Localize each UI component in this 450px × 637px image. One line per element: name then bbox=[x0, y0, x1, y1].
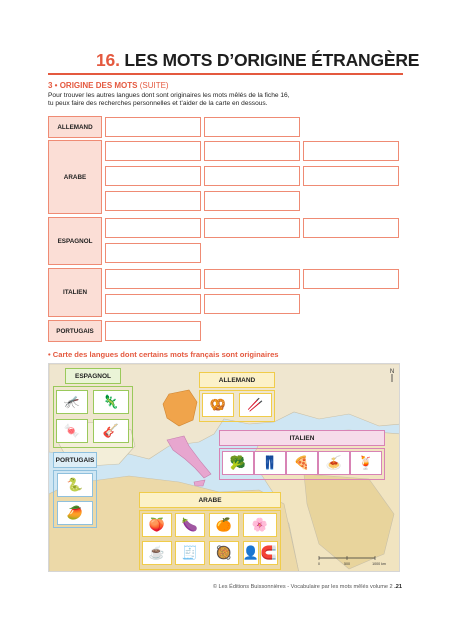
page-title bbox=[96, 50, 419, 71]
mosquito-icon: 🦟 bbox=[56, 390, 88, 414]
answer-field-italien-2[interactable] bbox=[204, 269, 300, 289]
instructions-line-1: Pour trouver les autres langues dont sont originaires les mots mêlés de la fiche 16, bbox=[48, 92, 290, 99]
scale-end: 1000 km bbox=[372, 562, 386, 566]
tariff-icon: 🧾 bbox=[175, 541, 205, 565]
jeans-icon: 👖 bbox=[254, 451, 286, 475]
label-arabe: ARABE bbox=[48, 140, 102, 214]
stick-icon: 🥢 bbox=[239, 393, 272, 417]
answer-field-italien-1[interactable] bbox=[105, 269, 201, 289]
lesson-number: 16. bbox=[96, 50, 120, 70]
answer-field-allemand-2[interactable] bbox=[204, 117, 300, 137]
ravioli-icon: 🍝 bbox=[318, 451, 350, 475]
map-label-allemand: ALLEMAND bbox=[199, 372, 275, 388]
magnet-icon: 🧲 bbox=[260, 541, 278, 565]
page-number: .21 bbox=[394, 584, 402, 590]
person-icon: 👤 bbox=[243, 541, 259, 565]
answer-field-italien-5[interactable] bbox=[204, 294, 300, 314]
answer-field-arabe-5[interactable] bbox=[204, 166, 300, 186]
couscous-icon: 🥘 bbox=[209, 541, 239, 565]
scale-mid: 500 bbox=[344, 562, 350, 566]
title-rule bbox=[48, 73, 403, 75]
answer-field-arabe-8[interactable] bbox=[204, 191, 300, 211]
lesson-title: LES MOTS D’ORIGINE ÉTRANGÈRE bbox=[124, 50, 420, 70]
scale-zero: 0 bbox=[318, 562, 320, 566]
mango-icon: 🥭 bbox=[57, 501, 93, 525]
map-scale bbox=[315, 554, 393, 566]
answer-field-arabe-1[interactable] bbox=[105, 141, 201, 161]
pretzel-icon: 🥨 bbox=[202, 393, 234, 417]
label-italien: ITALIEN bbox=[48, 268, 102, 317]
eggplant-icon: 🍆 bbox=[175, 513, 205, 537]
language-map bbox=[48, 363, 400, 572]
guitar-icon: 🎸 bbox=[93, 419, 129, 443]
cotton-icon: 🌸 bbox=[243, 513, 277, 537]
answer-field-allemand-1[interactable] bbox=[105, 117, 201, 137]
cobra-icon: 🐍 bbox=[57, 473, 93, 497]
answer-field-arabe-7[interactable] bbox=[105, 191, 201, 211]
north-arrow-icon bbox=[387, 367, 397, 383]
answer-field-espagnol-3[interactable] bbox=[303, 218, 399, 238]
broccoli-icon: 🥦 bbox=[222, 451, 254, 475]
answer-field-arabe-3[interactable] bbox=[303, 141, 399, 161]
caramel-icon: 🍬 bbox=[56, 419, 88, 443]
label-portugais: PORTUGAIS bbox=[48, 320, 102, 342]
answer-field-italien-3[interactable] bbox=[303, 269, 399, 289]
answer-field-arabe-2[interactable] bbox=[204, 141, 300, 161]
answer-field-portugais-1[interactable] bbox=[105, 321, 201, 341]
peach-icon: 🍑 bbox=[142, 513, 172, 537]
answer-field-arabe-4[interactable] bbox=[105, 166, 201, 186]
section-heading bbox=[48, 81, 169, 90]
map-label-arabe: ARABE bbox=[139, 492, 281, 508]
footer-text: © Les Éditions Buissonnières - Vocabulaire par les mots mêlés volume 2 bbox=[212, 584, 393, 590]
compass-letter: N bbox=[389, 369, 395, 375]
map-label-italien: ITALIEN bbox=[219, 430, 385, 446]
answer-field-espagnol-4[interactable] bbox=[105, 243, 201, 263]
page-footer bbox=[213, 584, 402, 590]
map-label-portugais: PORTUGAIS bbox=[53, 452, 97, 468]
label-allemand: ALLEMAND bbox=[48, 116, 102, 138]
answer-field-italien-4[interactable] bbox=[105, 294, 201, 314]
instructions-line-2: tu peux faire des recherches personnelles et t’aider de la carte en dessous. bbox=[48, 100, 268, 108]
answer-field-espagnol-1[interactable] bbox=[105, 218, 201, 238]
lizard-icon: 🦎 bbox=[93, 390, 129, 414]
pizza-icon: 🍕 bbox=[286, 451, 318, 475]
label-espagnol: ESPAGNOL bbox=[48, 217, 102, 265]
map-label-espagnol: ESPAGNOL bbox=[65, 368, 121, 384]
coffee-machine-icon: 🍹 bbox=[350, 451, 382, 475]
map-title: • Carte des langues dont certains mots français sont originaires bbox=[48, 350, 279, 359]
orange-icon: 🍊 bbox=[209, 513, 239, 537]
syrup-bottle-icon: ☕ bbox=[142, 541, 172, 565]
answer-field-arabe-6[interactable] bbox=[303, 166, 399, 186]
section-heading-main: 3 • ORIGINE DES MOTS bbox=[48, 81, 138, 90]
answer-field-espagnol-2[interactable] bbox=[204, 218, 300, 238]
instructions bbox=[48, 92, 408, 109]
section-heading-suffix: (SUITE) bbox=[137, 81, 169, 90]
